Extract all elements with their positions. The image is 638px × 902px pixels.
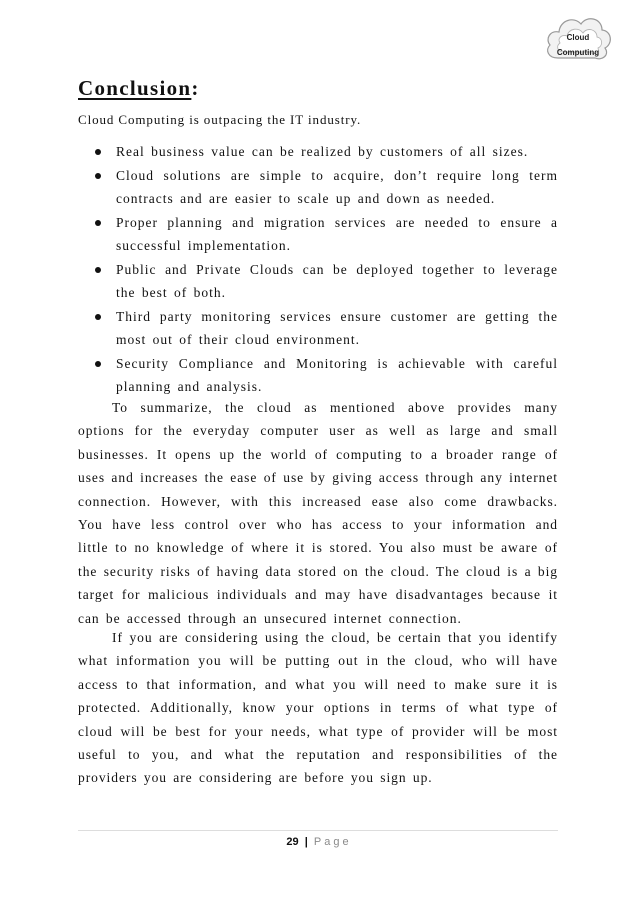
bullet-dot-icon — [95, 267, 101, 273]
bullet-item — [92, 211, 558, 258]
heading-text: Conclusion — [78, 76, 192, 100]
bullet-dot-icon — [95, 173, 101, 179]
footer-divider — [78, 830, 558, 831]
page-footer — [0, 836, 638, 848]
bullet-text: Security Compliance and Monitoring is achievable with careful planning and analysis. — [116, 355, 558, 394]
advice-paragraph: If you are considering using the cloud, be certain that you identify what information you will be putting out in the cloud, who will have access to that information, and what you will need to make sure it is protected. Additionally, know your options in terms of what type of cloud will be best for your needs, what type of provider will be most useful to you, and what the reputation and responsibilities of the providers you are considering are before you sign up. — [78, 630, 558, 786]
bullet-item — [92, 352, 558, 399]
logo-line-2: Computing — [556, 48, 600, 57]
section-heading — [78, 76, 200, 101]
bullet-text: Public and Private Clouds can be deployed together to leverage the best of both. — [116, 261, 558, 300]
bullet-item — [92, 258, 558, 305]
bullet-dot-icon — [95, 314, 101, 320]
bullet-text: Third party monitoring services ensure customer are getting the most out of their cloud environment. — [116, 308, 558, 347]
bullet-item — [92, 140, 558, 164]
bullet-text: Cloud solutions are simple to acquire, don’t require long term contracts and are easier to scale up and down as needed. — [116, 167, 558, 206]
bullet-dot-icon — [95, 220, 101, 226]
bullet-dot-icon — [95, 361, 101, 367]
intro-sentence: Cloud Computing is outpacing the IT industry. — [78, 112, 362, 127]
conclusion-bullet-list — [92, 140, 558, 399]
bullet-text: Proper planning and migration services are needed to ensure a successful implementation. — [116, 214, 558, 253]
page-label: Page — [313, 836, 352, 848]
cloud-logo — [542, 8, 614, 66]
bullet-item — [92, 164, 558, 211]
logo-line-1: Cloud — [566, 33, 590, 42]
heading-colon: : — [191, 76, 200, 100]
page-number: 29 — [286, 836, 299, 848]
page-separator: | — [304, 836, 308, 848]
bullet-item — [92, 305, 558, 352]
bullet-text: Real business value can be realized by customers of all sizes. — [116, 144, 529, 159]
bullet-dot-icon — [95, 149, 101, 155]
summary-paragraph: To summarize, the cloud as mentioned above provides many options for the everyday computer user as well as large and small businesses. It opens up the world of computing to a broader range of uses and increases the ease of use by giving access through any internet connection. However, with this increased ease also come drawbacks. You have less control over who has access to your information and little to no knowledge of where it is stored. You also must be aware of the security risks of having data stored on the cloud. The cloud is a big target for malicious individuals and may have disadvantages because it can be accessed through an unsecured internet connection. — [78, 400, 558, 626]
